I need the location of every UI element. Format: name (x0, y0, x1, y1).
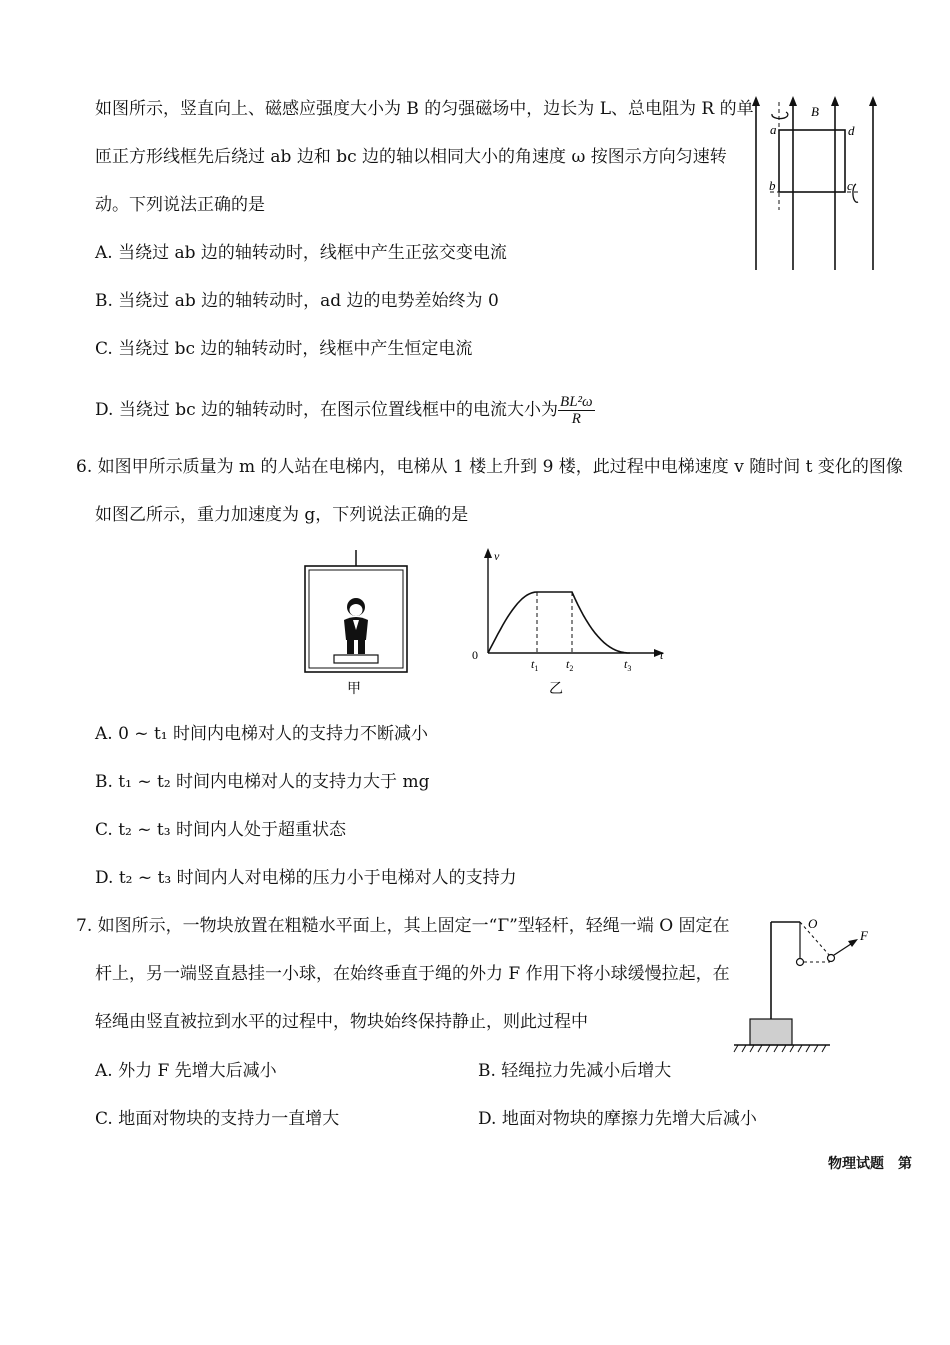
q5-stem-line-1: 如图所示，竖直向上、磁感应强度大小为 B 的匀强磁场中，边长为 L、总电阻为 R 的单 (95, 99, 754, 119)
fraction-denominator: R (571, 411, 581, 427)
t3-label: $t_3$ (624, 657, 632, 673)
velocity-time-graph (462, 546, 682, 698)
q6-stem-line-2: 如图乙所示，重力加速度为 g，下列说法正确的是 (95, 505, 469, 525)
rotation-arrow-icon (772, 112, 788, 119)
velocity-curve (488, 592, 630, 653)
q7-option-b: B. 轻绳拉力先减小后增大 (478, 1061, 672, 1081)
q6-option-b: B. t₁ ~ t₂ 时间内电梯对人的支持力大于 mg (95, 772, 430, 792)
person-icon (344, 598, 368, 654)
v-axis-label: v (494, 549, 500, 563)
label-b: b (769, 178, 776, 193)
scale-platform (334, 655, 378, 663)
label-c: c (847, 178, 853, 193)
origin-label: 0 (472, 648, 478, 662)
q7-option-a: A. 外力 F 先增大后减小 (95, 1061, 277, 1081)
q5-stem-line-3: 动。下列说法正确的是 (95, 195, 265, 215)
q6-option-c: C. t₂ ~ t₃ 时间内人处于超重状态 (95, 820, 346, 840)
q5-option-d-fraction (558, 394, 595, 427)
figure-yi-caption: 乙 (549, 681, 563, 697)
label-F: F (860, 928, 868, 943)
q7-option-d: D. 地面对物块的摩擦力先增大后减小 (478, 1109, 757, 1129)
q7-stem-line-3: 轻绳由竖直被拉到水平的过程中，物块始终保持静止，则此过程中 (95, 1012, 588, 1032)
q7-pendulum-figure (732, 912, 882, 1057)
q5-stem-line-2: 匝正方形线框先后绕过 ab 边和 bc 边的轴以相同大小的角速度 ω 按图示方向匀速转 (95, 147, 727, 167)
q5-option-c: C. 当绕过 bc 边的轴转动时，线框中产生恒定电流 (95, 339, 473, 359)
t2-label: $t_2$ (566, 657, 574, 673)
t-axis-label: t (660, 648, 664, 662)
q5-option-b: B. 当绕过 ab 边的轴转动时，ad 边的电势差始终为 0 (95, 291, 499, 311)
q5-option-d (95, 394, 595, 427)
ball (797, 959, 804, 966)
elevator-figure (298, 550, 414, 700)
t1-label: $t_1$ (531, 657, 539, 673)
q7-stem-line-2: 杆上，另一端竖直悬挂一小球，在始终垂直于绳的外力 F 作用下将小球缓慢拉起，在 (95, 964, 730, 984)
label-d: d (848, 123, 855, 138)
label-O: O (808, 916, 818, 931)
q7-stem-line-1: 7. 如图所示，一物块放置在粗糙水平面上，其上固定一“Γ”型轻杆，轻绳一端 O 固定在 (76, 916, 730, 936)
q5-option-d-text: D. 当绕过 bc 边的轴转动时，在图示位置线框中的电流大小为 (95, 400, 559, 420)
figure-jia-caption: 甲 (347, 681, 361, 697)
q6-option-d: D. t₂ ~ t₃ 时间内人对电梯的压力小于电梯对人的支持力 (95, 868, 517, 888)
q6-option-a: A. 0 ~ t₁ 时间内电梯对人的支持力不断减小 (95, 724, 429, 744)
rotation-arrow-icon (853, 184, 858, 202)
q7-option-c: C. 地面对物块的支持力一直增大 (95, 1109, 340, 1129)
fraction-numerator: BL²ω (560, 394, 593, 410)
q5-magnetic-field-figure (748, 92, 888, 272)
label-B: B (811, 104, 819, 119)
q6-stem-line-1: 6. 如图甲所示质量为 m 的人站在电梯内，电梯从 1 楼上升到 9 楼，此过程中电梯速度 v 随时间 t 变化的图像 (76, 457, 903, 477)
q5-option-a: A. 当绕过 ab 边的轴转动时，线框中产生正弦交变电流 (95, 243, 507, 263)
block (750, 1019, 792, 1045)
label-a: a (770, 122, 777, 137)
page-footer: 物理试题 第 (828, 1156, 912, 1172)
